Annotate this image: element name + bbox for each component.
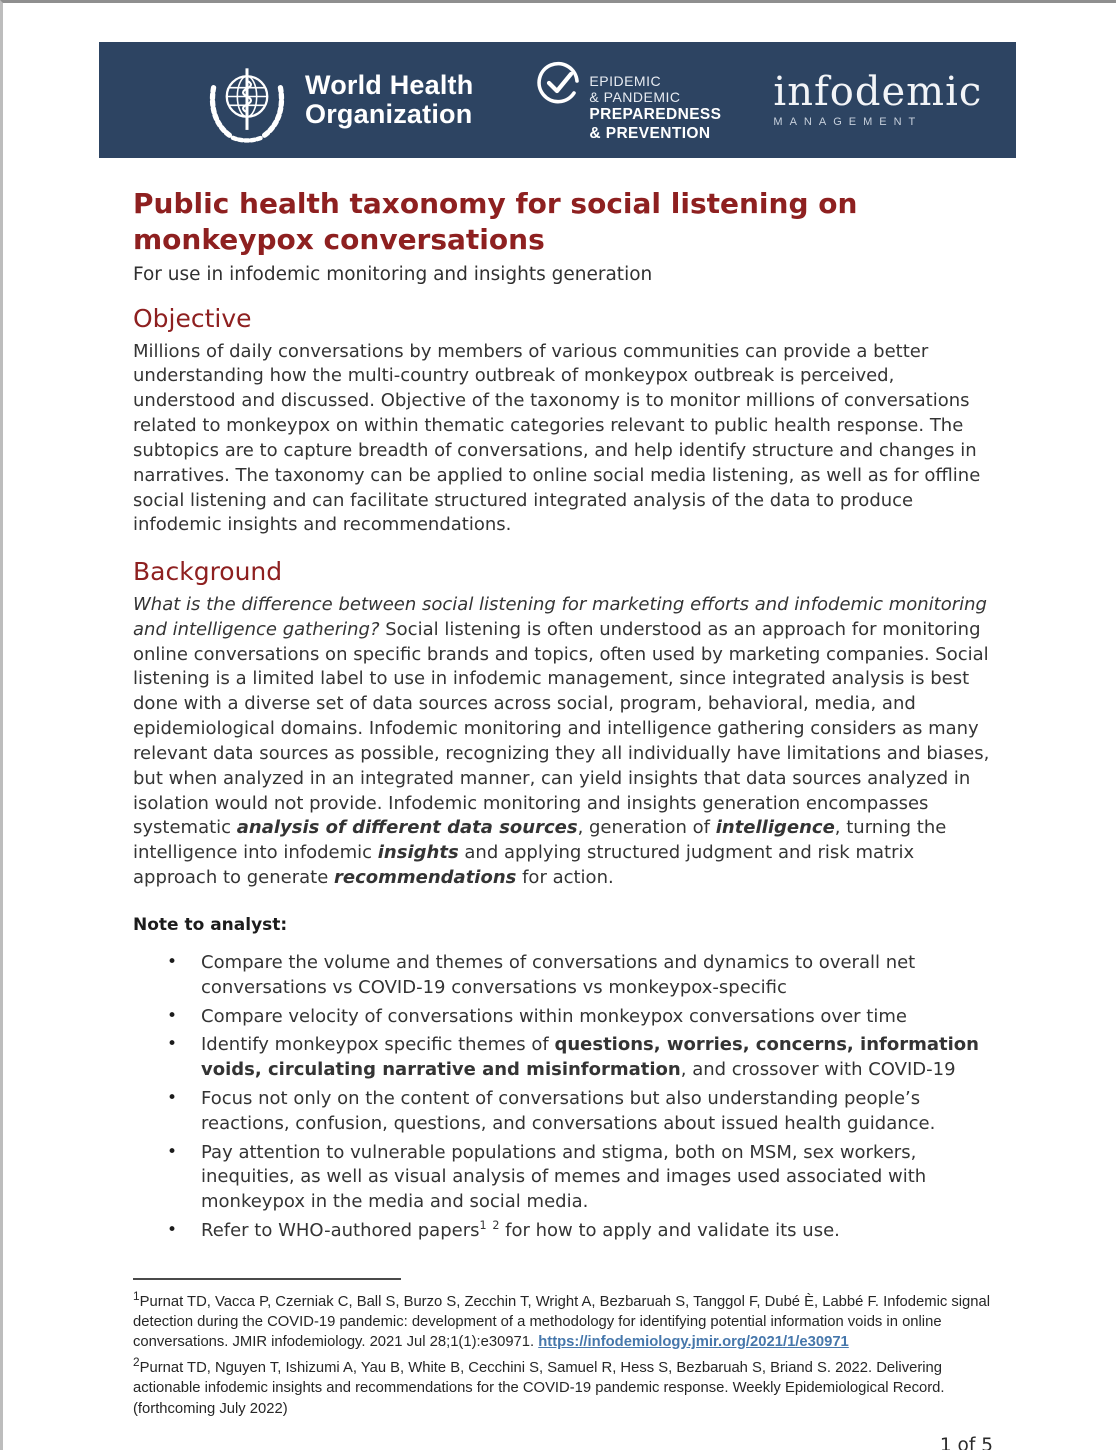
- background-italic-question: What is the difference between social listening for marketing efforts and infodemic monitoring and intelligence gathering?: [133, 593, 987, 640]
- list-item: [201, 1087, 993, 1137]
- infodemic-logo-title: infodemic: [773, 69, 983, 115]
- note-to-analyst-heading: Note to analyst:: [133, 914, 288, 935]
- epp-line2: & PANDEMIC: [589, 89, 681, 106]
- background-text-4: and applying structured judgment and risk matrix approach to generate: [133, 842, 915, 889]
- page-number: 1 of 5: [939, 1434, 993, 1450]
- document-content: [133, 186, 993, 1244]
- footnote-number: 2: [133, 1355, 140, 1370]
- page-subtitle: For use in infodemic monitoring and insights generation: [133, 263, 653, 285]
- objective-paragraph: Millions of daily conversations by members of various communities can provide a better understanding how the multi-country outbreak of monkeypox outbreak is perceived, understood and discussed. Objective of the taxonomy is to monitor millions of conversations related to monkeypox on within thematic categories relevant to public health response. The subtopics are to capture breadth of conversations, and help identify structure and changes in narratives. The taxonomy can be applied to online social media listening, as well as for offline social listening and can facilitate structured integrated analysis of the data to produce infodemic insights and recommendations.: [133, 340, 981, 536]
- epp-line1: EPIDEMIC: [589, 72, 662, 89]
- epp-logo-text: [589, 73, 721, 144]
- list-item: [201, 1141, 993, 1215]
- background-paragraph: [133, 593, 993, 891]
- background-text-3: , turning the intelligence into infodemic: [133, 817, 947, 864]
- who-emblem-icon: [203, 55, 291, 145]
- background-text-2: , generation of: [577, 817, 716, 839]
- background-bold-1: analysis of different data sources: [236, 817, 578, 839]
- footnote-link[interactable]: https://infodemiology.jmir.org/2021/1/e30971: [538, 1334, 849, 1351]
- footnote-ref-2: 2: [492, 1219, 500, 1233]
- header-banner: [99, 42, 1016, 158]
- bullet-text: Compare the volume and themes of conversations and dynamics to overall net conversations vs COVID-19 conversations vs monkeypox-specific: [201, 951, 916, 998]
- footnote-2: [133, 1355, 993, 1418]
- bullet-text: Identify monkeypox specific themes of: [201, 1034, 555, 1056]
- footnote-text: Purnat TD, Nguyen T, Ishizumi A, Yau B, White B, Cecchini S, Samuel R, Hess S, Bezbaruah S, Briand S. 2022. Delivering actionable infodemic insights and recommendations for the COVID-19 pandemic response. Weekly Epidemiological Record. (forthcoming July 2022): [133, 1360, 945, 1417]
- list-item: [201, 1005, 993, 1030]
- footnote-1: [133, 1289, 993, 1352]
- bullet-text: Compare velocity of conversations within monkeypox conversations over time: [201, 1005, 907, 1027]
- epp-line3: PREPAREDNESS: [589, 106, 722, 124]
- background-bold-3: insights: [377, 842, 459, 864]
- bullet-text: , and crossover with COVID-19: [680, 1059, 956, 1081]
- footnote-ref-1: 1: [479, 1219, 487, 1233]
- list-item: [201, 1219, 993, 1244]
- bullet-text: Pay attention to vulnerable populations and stigma, both on MSM, sex workers, inequities, as well as visual analysis of memes and images used associated with monkeypox in the media and social media.: [201, 1141, 927, 1213]
- background-bold-4: recommendations: [334, 867, 517, 889]
- analyst-note-list: [133, 951, 993, 1244]
- background-text-1: Social listening is often understood as an approach for monitoring online conversations on specific brands and topics, often used by marketing companies. Social listening is a limited label to use in infodemic management, since integrated analysis is best done with a diverse set of data sources across social, program, behavioral, media, and epidemiological domains. Infodemic monitoring and intelligence gathering considers as many relevant data sources as possible, recognizing they all individually have limitations and biases, but when analyzed in an integrated manner, can yield insights that data sources analyzed in isolation would not provide. Infodemic monitoring and insights generation encompasses systematic: [133, 618, 990, 839]
- footnote-text: Purnat TD, Vacca P, Czerniak C, Ball S, Burzo S, Zecchin T, Wright A, Bezbaruah S, Tanggol F, Dubé È, Labbé F. Infodemic signal detection during the COVID-19 pandemic: development of a methodology for identifying potential information voids in online conversations. JMIR infodemiology. 2021 Jul 28;1(1):e30971.: [133, 1293, 991, 1351]
- who-name-line1: World Health: [305, 69, 474, 100]
- who-logo: [203, 55, 473, 145]
- list-item: [201, 1033, 993, 1083]
- who-name-line2: Organization: [305, 99, 473, 129]
- epp-logo: [533, 57, 721, 144]
- footnote-area: [133, 1278, 993, 1419]
- background-text-5: for action.: [516, 867, 614, 889]
- bullet-text: for how to apply and validate its use.: [499, 1220, 840, 1242]
- objective-heading: Objective: [133, 303, 252, 333]
- infodemic-logo-subtitle: MANAGEMENT: [773, 116, 923, 128]
- who-logo-text: [305, 71, 473, 129]
- footnote-number: 1: [133, 1289, 140, 1304]
- bullet-text: Refer to WHO-authored papers: [201, 1220, 480, 1242]
- epp-line4: & PREVENTION: [589, 124, 711, 142]
- page-title: Public health taxonomy for social listening on monkeypox conversations: [133, 187, 858, 257]
- background-bold-2: intelligence: [715, 817, 835, 839]
- bullet-bold-text: questions, worries, concerns, information voids, circulating narrative and misinformation: [201, 1034, 979, 1081]
- check-circle-icon: [533, 59, 583, 109]
- background-heading: Background: [133, 557, 283, 587]
- infodemic-logo: [773, 69, 983, 128]
- bullet-text: Focus not only on the content of conversations but also understanding people’s reactions, confusion, questions, and conversations about issued health guidance.: [201, 1087, 936, 1134]
- footnote-separator: [133, 1278, 401, 1280]
- list-item: [201, 951, 993, 1001]
